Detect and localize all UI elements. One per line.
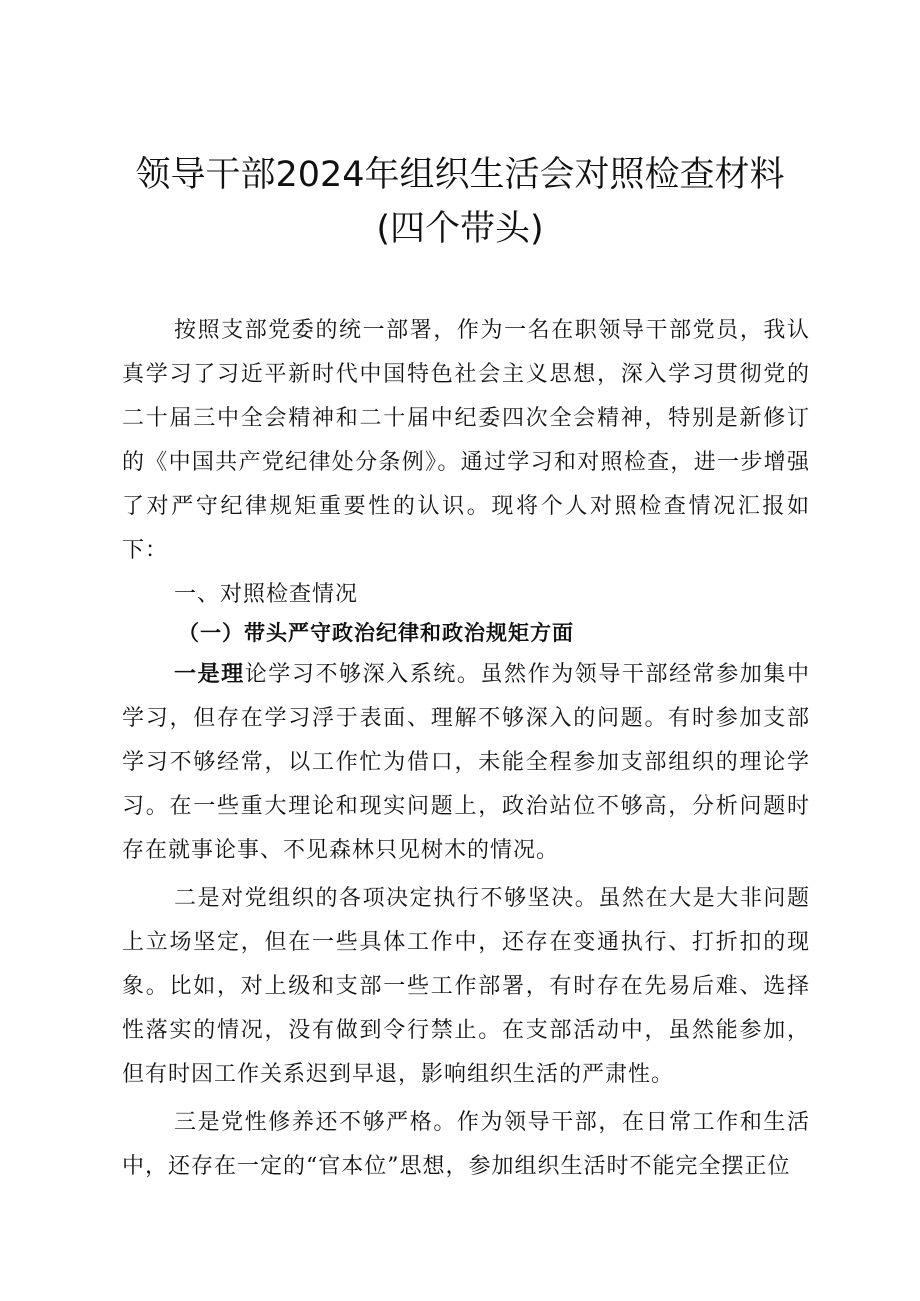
point-text-2: 对党组织的各项决定执行不够坚决。虽然在大是大非问题上立场坚定，但在一些具体工作中，还存在变通执行、打折扣的现象。比如，对上级和支部一些工作部署，有时存在先易后难、选择性落实的情况，没有做到令行禁止。在支部活动中，虽然能参加，但有时因工作关系迟到早退，影响组织生活的严肃性。 [122, 886, 810, 1087]
point-lead-1: 一是理 [174, 662, 245, 687]
point-text-1: 论学习不够深入系统。虽然作为领导干部经常参加集中学习，但存在学习浮于表面、理解不够深入的问题。有时参加支部学习不够经常，以工作忙为借口，未能全程参加支部组织的理论学习。在一些重大理论和现实问题上，政治站位不够高，分析问题时存在就事论事、不见森林只见树木的情况。 [122, 662, 810, 863]
title-line-1: 领导干部2024年组织生活会对照检查材料 [135, 155, 785, 195]
subsection-heading-1: （一）带头严守政治纪律和政治规矩方面 [178, 621, 574, 645]
point-paragraph-3 [122, 1101, 810, 1189]
title-line-2: (四个带头) [376, 209, 544, 249]
document-title [0, 148, 920, 256]
point-paragraph-1 [122, 653, 810, 873]
document-body [122, 309, 810, 1189]
point-text-3: 党性修养还不够严格。作为领导干部，在日常工作和生活中，还存在一定的“官本位”思想，参加组织生活时不能完全摆正位 [122, 1110, 810, 1179]
point-paragraph-2 [122, 877, 810, 1097]
point-lead-2: 二是 [174, 886, 222, 911]
intro-paragraph: 按照支部党委的统一部署，作为一名在职领导干部党员，我认真学习了习近平新时代中国特色社会主义思想，深入学习贯彻党的二十届三中全会精神和二十届中纪委四次全会精神，特别是新修订的《中国共产党纪律处分条例》。通过学习和对照检查，进一步增强了对严守纪律规矩重要性的认识。现将个人对照检查情况汇报如下： [122, 318, 810, 563]
point-lead-3: 三是 [174, 1110, 222, 1135]
section-heading-1: 一、对照检查情况 [174, 582, 359, 607]
